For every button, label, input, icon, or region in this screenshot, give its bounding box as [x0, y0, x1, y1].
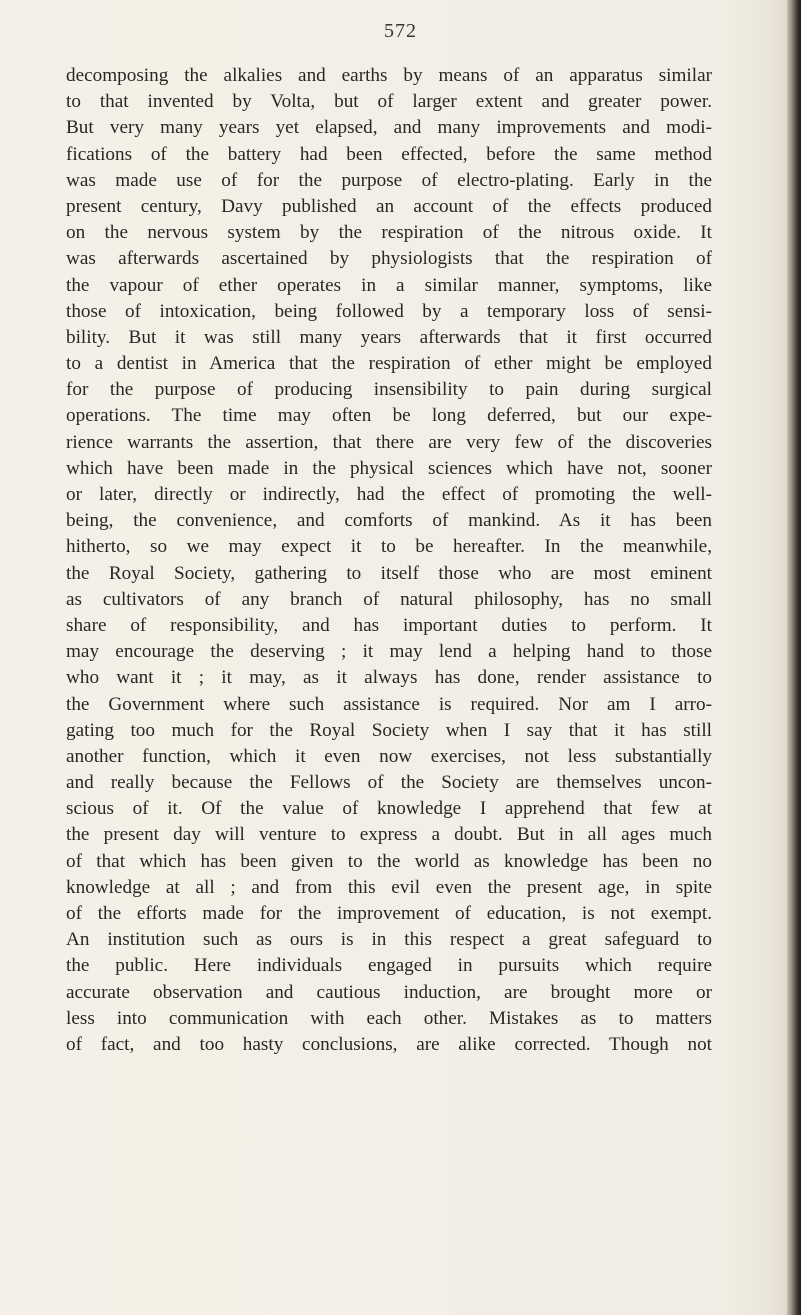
text-line: was afterwards ascertained by physiologists that the respiration of	[66, 248, 712, 270]
text-line: share of responsibility, and has important duties to perform. It	[66, 614, 712, 636]
body-text	[66, 63, 712, 1058]
text-line: scious of it. Of the value of knowledge I apprehend that few at	[66, 798, 712, 820]
text-line: less into communication with each other. Mistakes as to matters	[66, 1007, 712, 1029]
text-line: to that invented by Volta, but of larger extent and greater power.	[66, 91, 712, 113]
text-line: decomposing the alkalies and earths by means of an apparatus similar	[66, 65, 712, 86]
text-line: hitherto, so we may expect it to be hereafter. In the meanwhile,	[66, 536, 712, 558]
text-line: knowledge at all ; and from this evil even the present age, in spite	[66, 876, 712, 898]
text-line: being, the convenience, and comforts of mankind. As it has been	[66, 510, 712, 532]
text-line: accurate observation and cautious induction, are brought more or	[66, 981, 712, 1003]
text-line: which have been made in the physical sciences which have not, sooner	[66, 457, 712, 479]
text-line: present century, Davy published an account of the effects produced	[66, 195, 712, 217]
text-line: bility. But it was still many years afterwards that it first occurred	[66, 326, 712, 348]
text-line: of fact, and too hasty conclusions, are alike corrected. Though not	[66, 1033, 712, 1055]
text-line: fications of the battery had been effected, before the same method	[66, 143, 712, 165]
text-line: the public. Here individuals engaged in pursuits which require	[66, 955, 712, 977]
text-line: for the purpose of producing insensibility to pain during surgical	[66, 379, 712, 401]
text-line: the Government where such assistance is required. Nor am I arro-	[66, 693, 712, 715]
text-line: or later, directly or indirectly, had the effect of promoting the well-	[66, 484, 712, 505]
text-line: was made use of for the purpose of electro-plating. Early in the	[66, 169, 712, 191]
text-line: gating too much for the Royal Society when I say that it has still	[66, 719, 712, 741]
text-line: of that which has been given to the world as knowledge has been no	[66, 850, 712, 872]
text-line: the present day will venture to express a doubt. But in all ages much	[66, 824, 712, 846]
text-line: to a dentist in America that the respiration of ether might be employed	[66, 353, 712, 375]
text-line: of the efforts made for the improvement of education, is not exempt.	[66, 903, 712, 924]
text-line: and really because the Fellows of the Society are themselves uncon-	[66, 772, 712, 794]
text-line: may encourage the deserving ; it may lend a helping hand to those	[66, 641, 712, 663]
page-number: 572	[384, 20, 417, 42]
text-line: on the nervous system by the respiration of the nitrous oxide. It	[66, 222, 712, 244]
text-line: But very many years yet elapsed, and many improvements and modi-	[66, 117, 712, 139]
text-line: the vapour of ether operates in a similar manner, symptoms, like	[66, 274, 712, 296]
text-line: those of intoxication, being followed by a temporary loss of sensi-	[66, 300, 712, 322]
page-binding-edge	[787, 0, 801, 1315]
text-line: operations. The time may often be long deferred, but our expe-	[66, 405, 712, 427]
text-line: another function, which it even now exercises, not less substantially	[66, 745, 712, 767]
text-line: who want it ; it may, as it always has done, render assistance to	[66, 667, 712, 689]
text-line: as cultivators of any branch of natural philosophy, has no small	[66, 588, 712, 610]
text-line: the Royal Society, gathering to itself those who are most eminent	[66, 562, 712, 584]
text-line: An institution such as ours is in this respect a great safeguard to	[66, 929, 712, 951]
text-line: rience warrants the assertion, that there are very few of the discoveries	[66, 431, 712, 453]
